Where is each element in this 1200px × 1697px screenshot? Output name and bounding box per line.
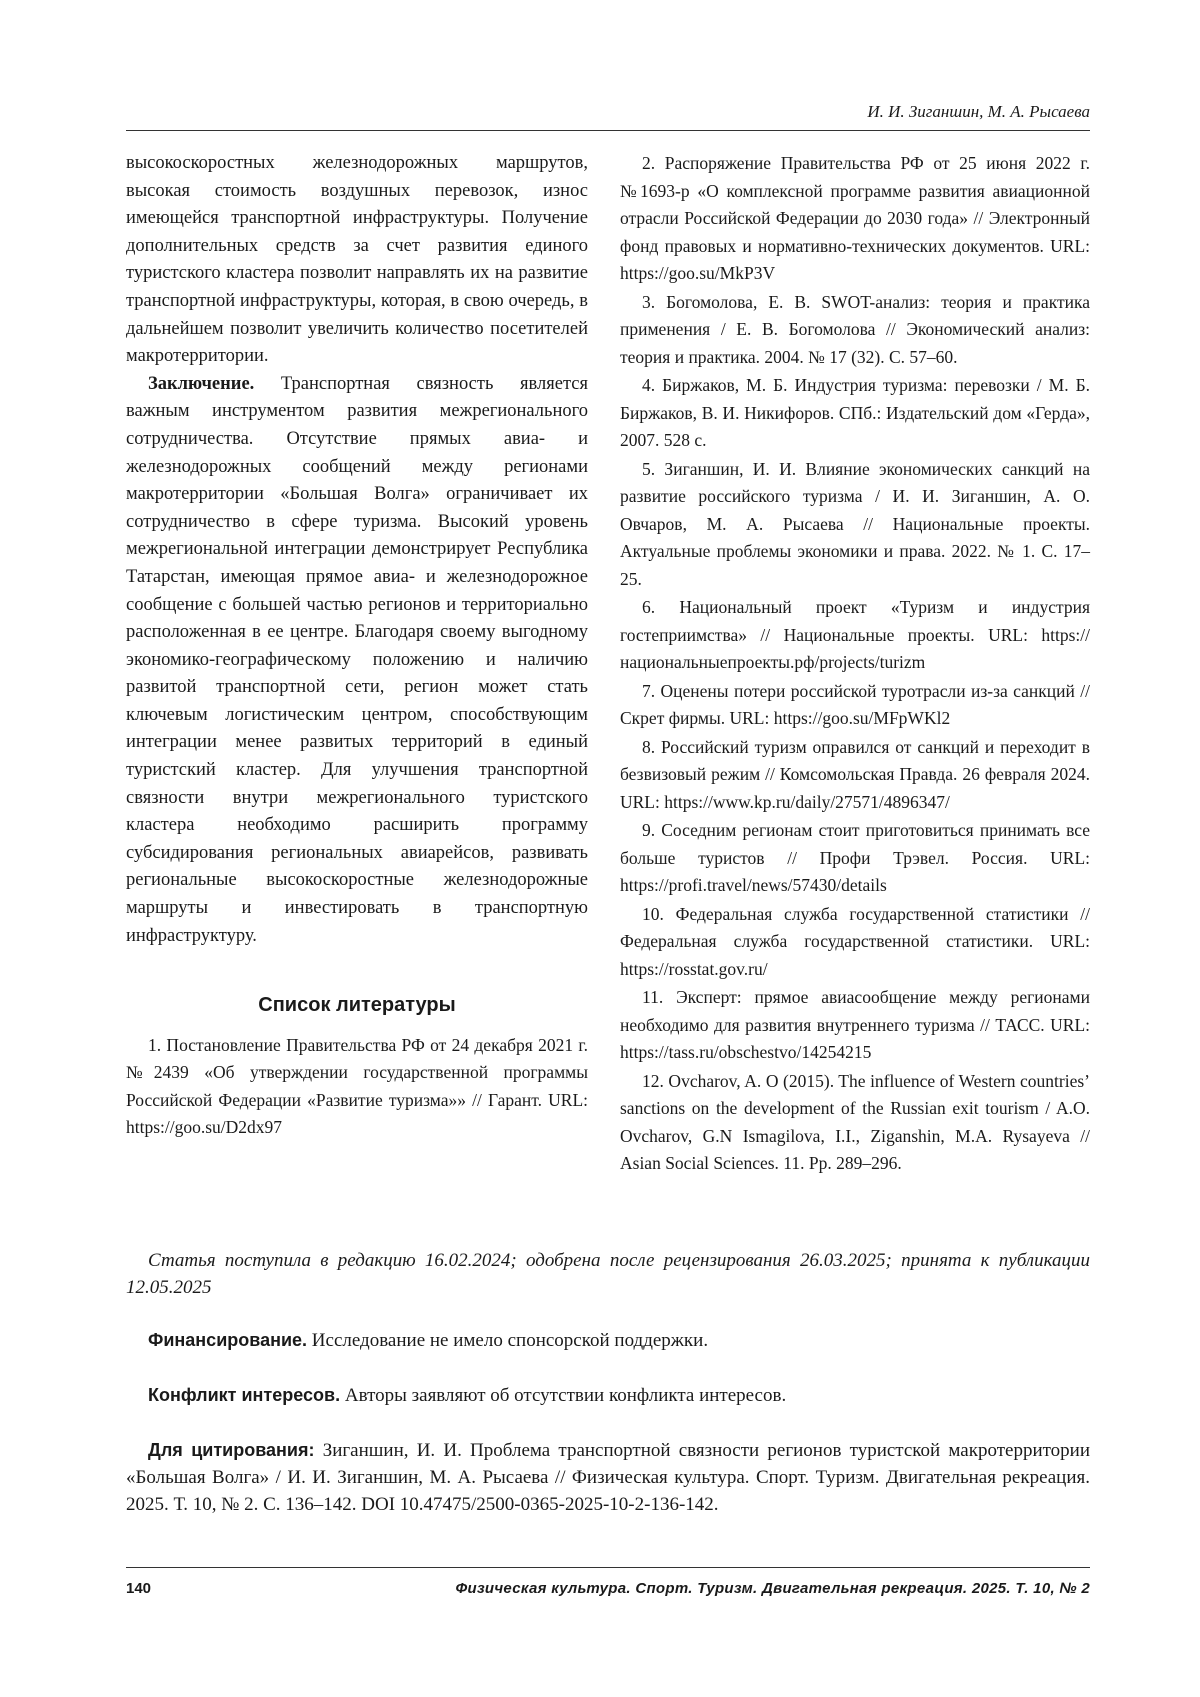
conclusion-text: Транспортная связность является важным инструментом развития межрегионального сотрудничества. Отсутствие прямых авиа- и железнодорожных сообщений между регионами макротерритории «Большая Волга» ограничивает их сотрудничество в сфере туризма. Высокий уровень межрегиональной интеграции демонстрирует Республика Татарстан, имеющая прямое авиа- и железнодорожное сообщение с большей частью регионов и территориально расположенная в ее центре. Благодаря своему выгодному экономико-географическому положению и наличию развитой транспортной сети, регион может стать ключевым логистическим центром, способствующим интеграции менее развитых территорий в единый туристский кластер. Для улучшения транспортной связности внутри межрегионального туристского кластера необходимо расширить программу субсидирования региональных авиарейсов, развивать региональные высокоскоростные железнодорожные маршруты и инвестировать в транспортную инфраструктуру. [126, 373, 588, 946]
reference-item-4: 4. Биржаков, М. Б. Индустрия туризма: перевозки / М. Б. Биржаков, В. И. Никифоров. СПб.: Издательский дом «Герда», 2007. 528 с. [620, 375, 1090, 450]
body-paragraph: высокоскоростных железнодорожных маршрутов, высокая стоимость воздушных перевозок, износ имеющейся транспортной инфраструктуры. Получение дополнительных средств за счет развития единого туристского кластера позволит направлять их на развитие транспортной инфраструктуры, которая, в свою очередь, в дальнейшем позволит увеличить количество посетителей макротерритории. [126, 153, 588, 367]
reference-item-7: 7. Оценены потери российской туротрасли из-за санкций // Скрет фирмы. URL: https://goo.su/MFpWKl2 [620, 680, 1090, 728]
reference-item-3: 3. Богомолова, Е. В. SWOT-анализ: теория и практика применения / Е. В. Богомолова // Экономический анализ: теория и практика. 2004. № 17 (32). С. 57–60. [620, 291, 1090, 367]
reference-item-5: 5. Зиганшин, И. И. Влияние экономических санкций на развитие российского туризма / И. И. Зиганшин, А. О. Овчаров, М. А. Рысаева // Национальные проекты. Актуальные проблемы экономики и права. 2022. № 1. С. 17–25. [620, 458, 1090, 589]
reference-item-2: 2. Распоряжение Правительства РФ от 25 июня 2022 г. №1693-р «О комплексной программе развития авиационной отрасли Российской Федерации до 2030 года» // Электронный фонд правовых и нормативно-технических документов. URL: https://goo.su/MkP3V [620, 153, 1090, 283]
reference-item-12: 12. Ovcharov, A. O (2015). The influence of Western countries’ sanctions on the development of the Russian exit tourism / A.O. Ovcharov, G.N Ismagilova, I.I., Ziganshin, M.A. Rysayeva // Asian Social Sciences. 11. Pp. 289–296. [620, 1070, 1090, 1173]
conclusion-paragraph [126, 371, 588, 950]
reference-item-11: 11. Эксперт: прямое авиасообщение между регионами необходимо для развития внутреннего туризма // ТАСС. URL: https://tass.ru/obschestvo/14254215 [620, 987, 1090, 1062]
reference-item-9: 9. Соседним регионам стоит приготовиться принимать все больше туристов // Профи Трэвел. Россия. URL: https://profi.travel/news/57430/details [620, 820, 1090, 895]
citation-lead: Для цитирования: [148, 1440, 315, 1460]
citation-statement [126, 1437, 1090, 1518]
funding-text: Исследование не имело спонсорской поддержки. [307, 1330, 709, 1351]
reference-item-1: 1. Постановление Правительства РФ от 24 декабря 2021 г. №2439 «Об утверждении государственной программы Российской Федерации «Развитие туризма»» // Гарант. URL: https://goo.su/D2dx97 [126, 1034, 588, 1138]
right-column [620, 150, 1090, 1179]
header-authors: И. И. Зиганшин, М. А. Рысаева [867, 102, 1090, 121]
submission-dates: Статья поступила в редакцию 16.02.2024; одобрена после рецензирования 26.03.2025; принята к публикации 12.05.2025 [126, 1250, 1090, 1298]
conflict-lead: Конфликт интересов. [148, 1385, 341, 1405]
conclusion-lead: Заключение. [148, 373, 255, 394]
journal-name: Физическая культура. Спорт. Туризм. Двигательная рекреация. 2025. Т. 10, № 2 [455, 1580, 1090, 1597]
reference-item-10: 10. Федеральная служба государственной статистики // Федеральная служба государственной статистики. URL: https://rosstat.gov.ru/ [620, 903, 1090, 979]
left-column [126, 150, 588, 1143]
reference-item-6: 6. Национальный проект «Туризм и индустрия гостеприимства» // Национальные проекты. URL: https://национальныепроекты.рф/projects/turizm [620, 597, 1090, 672]
funding-lead: Финансирование. [148, 1330, 308, 1350]
page-number: 140 [126, 1580, 152, 1597]
running-footer [126, 1567, 1090, 1608]
conflict-text: Авторы заявляют об отсутствии конфликта интересов. [340, 1385, 787, 1406]
citation-text: Зиганшин, И. И. Проблема транспортной связности регионов туристской макротерритории «Большая Волга» / И. И. Зиганшин, М. А. Рысаева // Физическая культура. Спорт. Туризм. Двигательная рекреация. 2025. Т. 10, № 2. С. 136–142. DOI 10.47475/2500-0365-2025-10-2-136-142. [126, 1440, 1090, 1515]
running-header [126, 94, 1090, 131]
conflict-statement [126, 1382, 1090, 1409]
funding-statement [126, 1327, 1090, 1354]
reference-item-8: 8. Российский туризм оправился от санкций и переходит в безвизовый режим // Комсомольская Правда. 26 февраля 2024. URL: https://www.kp.ru/daily/27571/4896347/ [620, 736, 1090, 812]
references-heading: Список литературы [258, 994, 456, 1017]
